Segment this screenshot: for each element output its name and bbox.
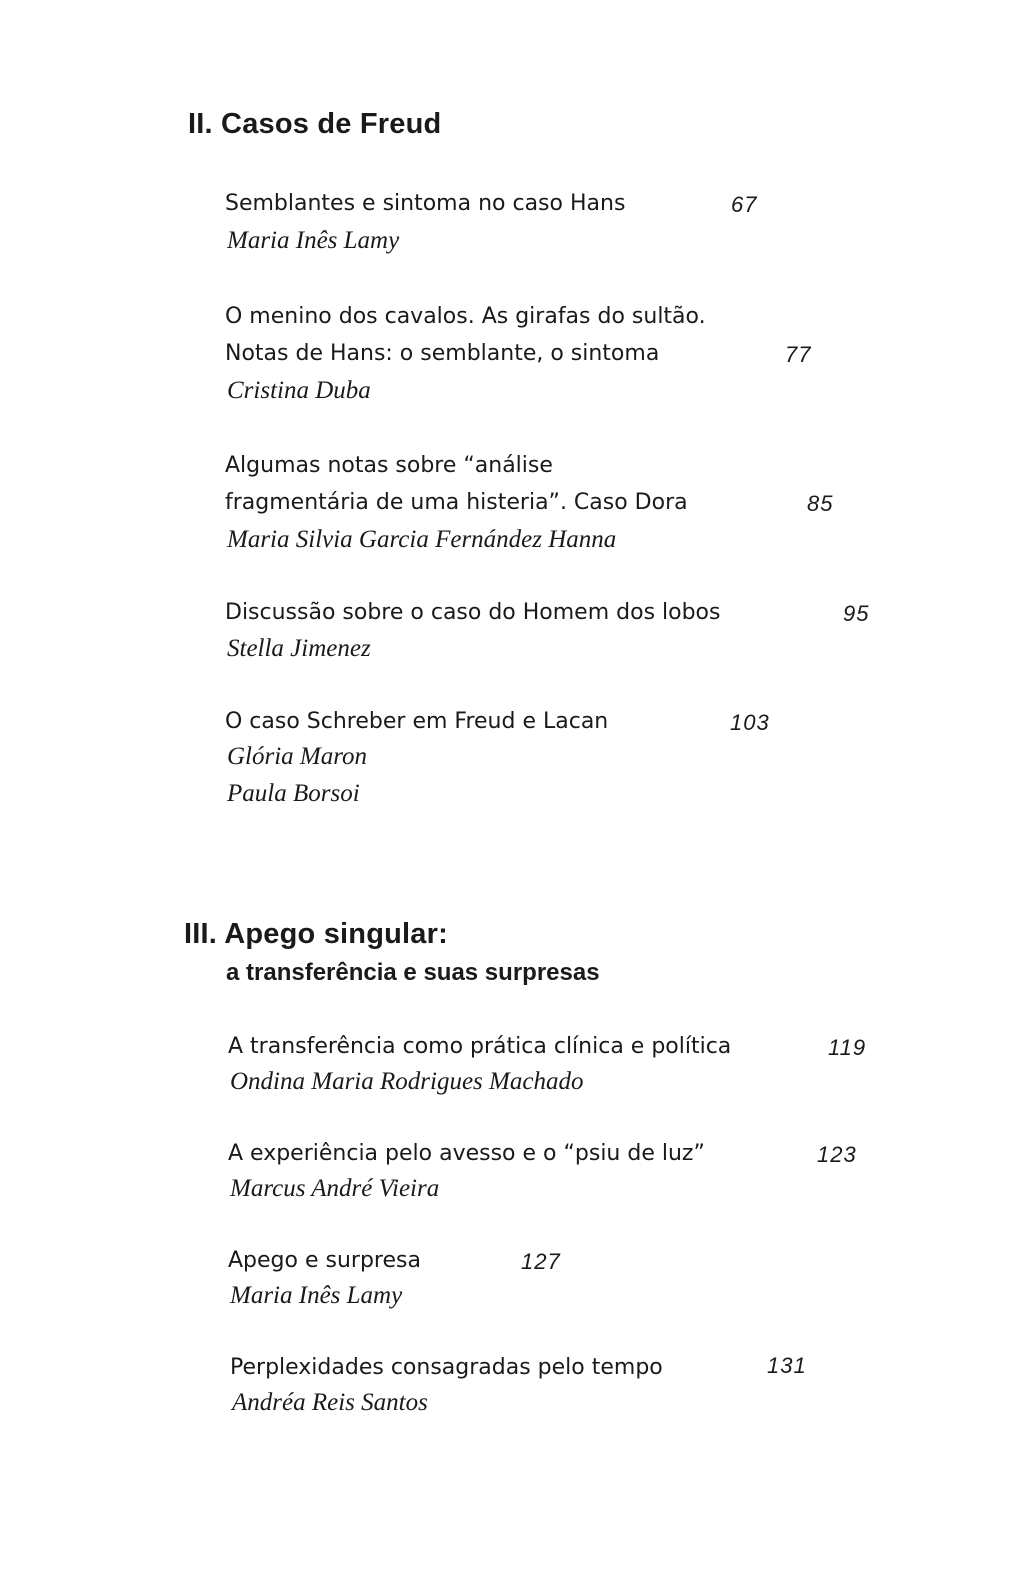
toc-entry-title: Perplexidades consagradas pelo tempo (230, 1355, 663, 1380)
toc-entry-author: Paula Borsoi (227, 780, 360, 807)
page-number: 77 (785, 342, 812, 367)
section-title: Apego singular: (224, 918, 448, 950)
section-title: Casos de Freud (221, 108, 442, 140)
toc-entry-author: Marcus André Vieira (230, 1175, 440, 1202)
toc-entry-title: fragmentária de uma histeria”. Caso Dora (225, 490, 688, 515)
page-number: 127 (521, 1249, 561, 1274)
toc-entry-author: Glória Maron (227, 743, 368, 770)
page-number: 85 (807, 491, 834, 516)
page-number: 123 (817, 1142, 857, 1167)
page-number: 67 (731, 192, 758, 217)
toc-entry-title: O caso Schreber em Freud e Lacan (225, 709, 609, 734)
section-subtitle: a transferência e suas surpresas (226, 959, 600, 986)
toc-entry-author: Maria Inês Lamy (227, 227, 400, 254)
page-number: 103 (730, 710, 770, 735)
section-heading-iii (184, 918, 448, 951)
page-number: 131 (767, 1353, 807, 1378)
toc-entry-author: Andréa Reis Santos (232, 1389, 428, 1416)
section-heading-ii (188, 108, 441, 141)
toc-entry-author: Maria Silvia Garcia Fernández Hanna (227, 526, 617, 553)
page-number: 119 (828, 1035, 867, 1060)
toc-entry-author: Cristina Duba (227, 377, 371, 404)
toc-entry-title: Notas de Hans: o semblante, o sintoma (225, 341, 660, 366)
toc-entry-author: Ondina Maria Rodrigues Machado (230, 1068, 584, 1095)
section-number: II. (188, 108, 213, 140)
toc-entry-title: O menino dos cavalos. As girafas do sultão. (225, 304, 706, 329)
toc-entry-author: Maria Inês Lamy (230, 1282, 403, 1309)
toc-entry-title: Discussão sobre o caso do Homem dos lobos (225, 600, 721, 625)
page-number: 95 (843, 601, 870, 626)
toc-entry-title: Apego e surpresa (228, 1248, 421, 1273)
section-number: III. (184, 918, 218, 950)
toc-entry-title: A experiência pelo avesso e o “psiu de luz” (228, 1141, 705, 1166)
toc-entry-author: Stella Jimenez (227, 635, 371, 662)
toc-entry-title: Algumas notas sobre “análise (225, 453, 553, 478)
toc-entry-title: Semblantes e sintoma no caso Hans (225, 191, 626, 216)
toc-entry-title: A transferência como prática clínica e política (228, 1034, 732, 1059)
